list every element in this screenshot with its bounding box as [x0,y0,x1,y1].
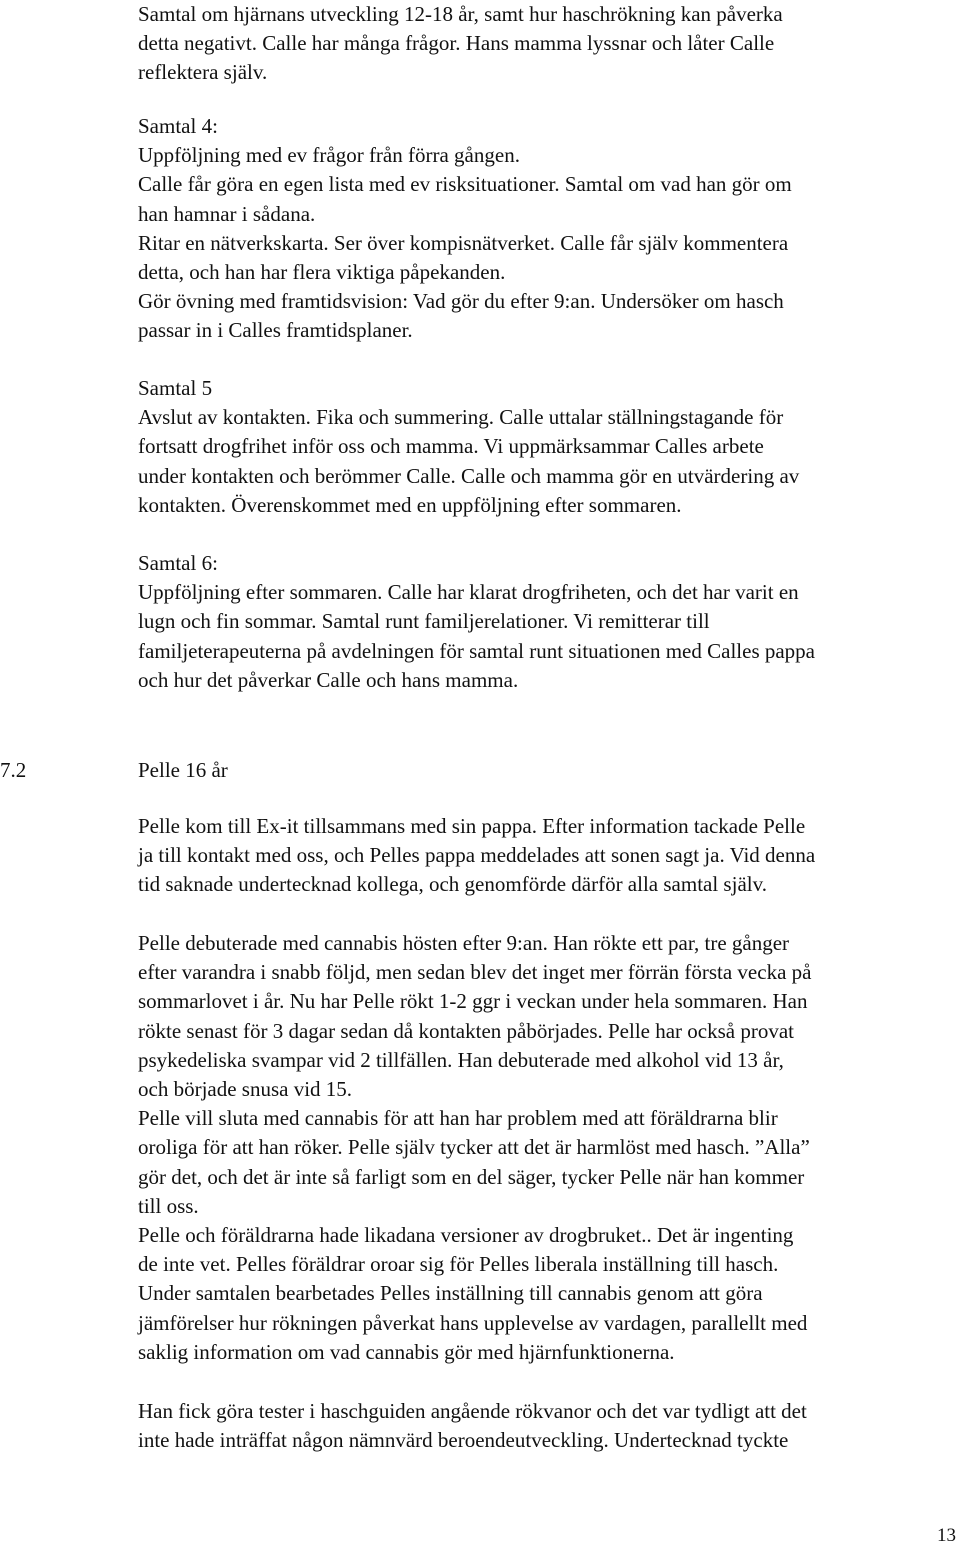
paragraph-pelle-intro [138,812,950,900]
section-number: 7.2 [0,758,27,782]
paragraph-pelle-tests [138,1397,950,1455]
section-title: Pelle 16 år [138,758,228,782]
paragraph-text: Samtal om hjärnans utveckling 12-18 år, samt hur haschrökning kan påverka detta negativt. Calle har många frågor. Hans mamma lyssnar och låter Calle reflektera själv. [138,2,783,85]
paragraph-text: Han fick göra tester i haschguiden angående rökvanor och det var tydligt att det inte hade inträffat någon nämnvärd beroendeutveckling. Undertecknad tyckte [138,1399,807,1453]
paragraph-samtal-6 [138,549,950,695]
paragraph-text: Samtal 6: Uppföljning efter sommaren. Calle har klarat drogfriheten, och det har varit en lugn och fin sommar. Samtal runt familjerelationer. Vi remitterar till familjeterapeuterna på avdelningen för samtal runt situationen med Calles pappa och hur det påverkar Calle och hans mamma. [138,551,816,692]
paragraph-samtal-5 [138,374,950,520]
paragraph-pelle-background [138,929,950,1367]
paragraph-text: Pelle kom till Ex-it tillsammans med sin pappa. Efter information tackade Pelle ja till kontakt med oss, och Pelles pappa meddelades att sonen sagt ja. Vid denna tid saknade undertecknad kollega, och genomförde därför alla samtal själv. [138,814,816,897]
paragraph-text: Pelle debuterade med cannabis hösten efter 9:an. Han rökte ett par, tre gånger efter varandra i snabb följd, men sedan blev det inget mer förrän första vecka på sommarlovet i år. Nu har Pelle rökt 1-2 ggr i veckan under hela sommaren. Han rökte senast för 3 dagar sedan då kontakten påbörjades. Pelle har också provat psykedeliska svampar vid 2 tillfällen. Han debuterade med alkohol vid 13 år, och började snusa vid 15. Pelle vill sluta med cannabis för att han har problem med att föräldrarna blir oroliga för att han röker. Pelle själv tycker att det är harmlöst med hasch. ”Alla” gör det, och det är inte så farligt som en del säger, tycker Pelle när han kommer till oss. Pelle och föräldrarna hade likadana versioner av drogbruket.. Det är ingenting de inte vet. Pelles föräldrar oroar sig för Pelles liberala inställning till hasch. Under samtalen bearbetades Pelles inställning till cannabis genom att göra jämförelser hur rökningen påverkat hans upplevelse av vardagen, parallellt med saklig information om vad cannabis gör med hjärnfunktionerna. [138,931,812,1364]
paragraph-text: Samtal 5 Avslut av kontakten. Fika och summering. Calle uttalar ställningstagande för fortsatt drogfrihet inför oss och mamma. Vi uppmärksammar Calles arbete under kontakten och berömmer Calle. Calle och mamma gör en utvärdering av kontakten. Överenskommet med en uppföljning efter sommaren. [138,376,800,517]
page-number: 13 [937,1525,956,1546]
paragraph-samtal-3-continued [138,0,950,88]
paragraph-text: Samtal 4: Uppföljning med ev frågor från förra gången. Calle får göra en egen lista med ev risksituationer. Samtal om vad han gör om han hamnar i sådana. Ritar en nätverkskarta. Ser över kompisnätverket. Calle får själv kommentera detta, och han har flera viktiga påpekanden. Gör övning med framtidsvision: Vad gör du efter 9:an. Undersöker om hasch passar in i Calles framtidsplaner. [138,114,792,343]
paragraph-samtal-4 [138,112,950,346]
